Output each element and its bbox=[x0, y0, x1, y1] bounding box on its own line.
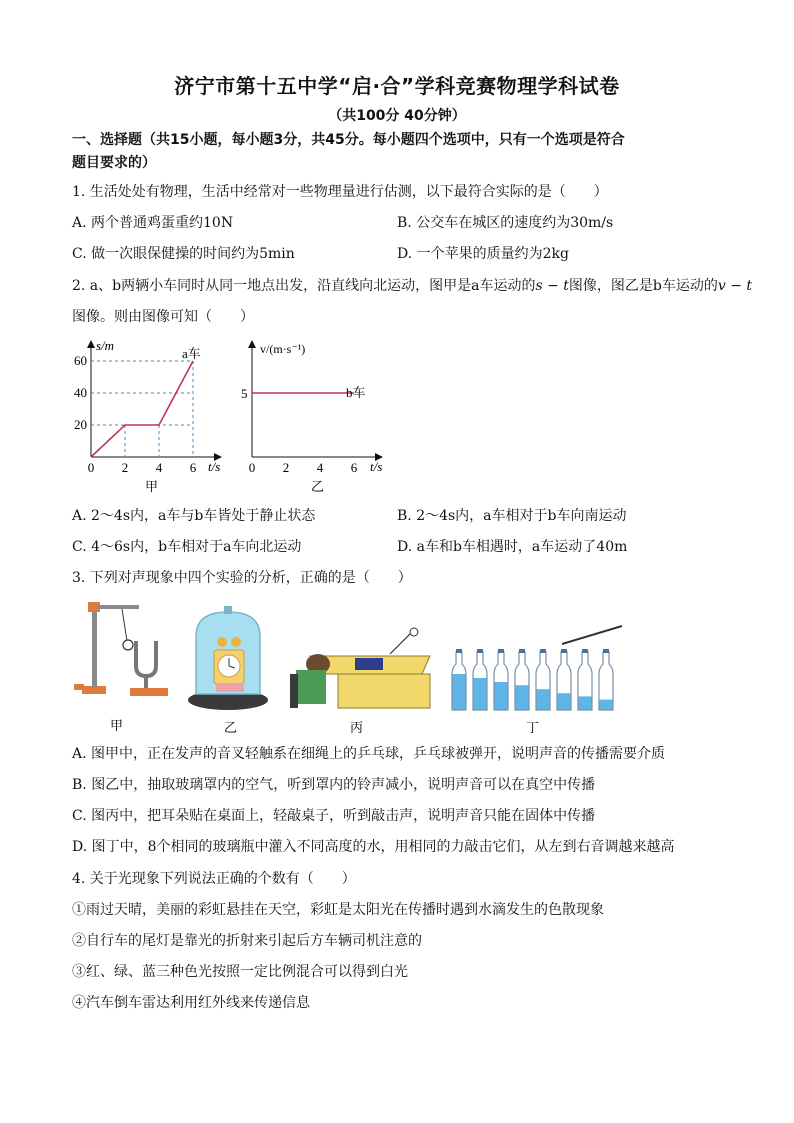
q2-option-d: D. a车和b车相遇时，a车运动了40m bbox=[397, 539, 628, 555]
water bbox=[452, 674, 466, 710]
y-axis-label: v/(m·s⁻¹) bbox=[260, 342, 306, 356]
q3-option-b: B. 图乙中，抽取玻璃罩内的空气，听到罩内的铃声减小，说明声音可以在真空中传播 bbox=[72, 777, 596, 793]
q4-statement-1: ①雨过天晴，美丽的彩虹悬挂在天空，彩虹是太阳光在传播时遇到水滴发生的色散现象 bbox=[72, 902, 604, 918]
graph-caption: 甲 bbox=[145, 479, 159, 494]
q2-option-a: A. 2～4s内，a车与b车皆处于静止状态 bbox=[72, 508, 316, 524]
book bbox=[355, 658, 383, 670]
x-tick-labels bbox=[88, 460, 197, 475]
water bbox=[515, 685, 529, 710]
q3-option-a: A. 图甲中，正在发声的音叉轻触系在细绳上的乒乓球，乒乓球被弹开，说明声音的传播需要介质 bbox=[72, 746, 666, 762]
q1-option-b: B. 公交车在城区的速度约为30m/s bbox=[397, 215, 614, 231]
bottle bbox=[536, 649, 550, 710]
figure-jia-tuning-fork bbox=[70, 596, 180, 736]
water bbox=[557, 693, 571, 710]
q2-stem-line2: 图像。则由图像可知（ ） bbox=[72, 309, 254, 325]
x-axis-label: t/s bbox=[370, 459, 383, 474]
figure-bing-desk bbox=[290, 624, 435, 736]
y-tick-label: 20 bbox=[74, 417, 87, 432]
x-tick-label: 2 bbox=[282, 460, 290, 475]
x-tick-labels bbox=[249, 460, 358, 475]
q2-option-b: B. 2～4s内，a车相对于b车向南运动 bbox=[397, 508, 627, 524]
student-body bbox=[296, 670, 326, 704]
x-tick-label: 6 bbox=[189, 460, 197, 475]
water bbox=[473, 678, 487, 710]
fork-base bbox=[130, 688, 168, 696]
x-tick-label: 4 bbox=[316, 460, 324, 475]
q3-stem: 3. 下列对声现象中四个实验的分析，正确的是（ ） bbox=[72, 570, 412, 586]
striking-rod bbox=[562, 626, 622, 644]
figure-ding-bottles bbox=[446, 622, 626, 736]
exam-subtitle: （共100分 40分钟） bbox=[328, 108, 466, 124]
section-heading-cont: 题目要求的） bbox=[72, 155, 156, 171]
x-tick-label: 6 bbox=[350, 460, 358, 475]
y-axis-label: s/m bbox=[96, 338, 115, 353]
q2-option-c: C. 4～6s内，b车相对于a车向北运动 bbox=[72, 539, 302, 555]
series-a-line bbox=[91, 361, 193, 457]
ping-pong-ball bbox=[123, 640, 133, 650]
figure-caption: 乙 bbox=[224, 720, 238, 735]
q4-statement-2: ②自行车的尾灯是靠光的折射来引起后方车辆司机注意的 bbox=[72, 933, 422, 949]
section-heading: 一、选择题（共15小题，每小题3分，共45分。每小题四个选项中，只有一个选项是符合 bbox=[72, 132, 625, 148]
bottle bbox=[452, 649, 466, 710]
figure-yi-bell-jar bbox=[186, 606, 270, 736]
q2-stem bbox=[72, 276, 752, 296]
graph-yi bbox=[236, 336, 396, 496]
q1-stem: 1. 生活处处有物理，生活中经常对一些物理量进行估测，以下最符合实际的是（ ） bbox=[72, 184, 608, 200]
water bbox=[494, 682, 508, 710]
graph-jia bbox=[70, 336, 230, 496]
q2-stem-st: s − t bbox=[535, 278, 569, 294]
q3-option-d: D. 图丁中，8个相同的玻璃瓶中灌入不同高度的水，用相同的力敲击它们，从左到右音调越来越高 bbox=[72, 839, 675, 855]
graph-caption: 乙 bbox=[311, 479, 325, 494]
q3-option-c: C. 图丙中，把耳朵贴在桌面上，轻敲桌子，听到敲击声，说明声音只能在固体中传播 bbox=[72, 808, 596, 824]
bottle bbox=[515, 649, 529, 710]
bottle bbox=[473, 649, 487, 710]
q4-statement-4: ④汽车倒车雷达利用红外线来传递信息 bbox=[72, 995, 310, 1011]
q1-option-a: A. 两个普通鸡蛋重约10N bbox=[72, 215, 234, 231]
x-tick-label: 2 bbox=[121, 460, 129, 475]
string bbox=[122, 609, 127, 641]
water bbox=[536, 689, 550, 710]
x-tick-label: 0 bbox=[87, 460, 95, 475]
bottle bbox=[494, 649, 508, 710]
series-b-label: b车 bbox=[346, 385, 366, 400]
q2-stem-part1: 2. a、b两辆小车同时从同一地点出发，沿直线向北运动，图甲是a车运动的 bbox=[72, 278, 536, 294]
x-tick-label: 4 bbox=[155, 460, 163, 475]
glass-bottles bbox=[452, 649, 613, 710]
series-a-label: a车 bbox=[182, 346, 201, 361]
water bbox=[578, 696, 592, 710]
q4-stem: 4. 关于光现象下列说法正确的个数有（ ） bbox=[72, 871, 356, 887]
figure-caption: 甲 bbox=[110, 718, 124, 733]
figure-caption: 丙 bbox=[350, 720, 364, 735]
bottle bbox=[599, 649, 613, 710]
x-axis-label: t/s bbox=[208, 459, 221, 474]
bottle bbox=[578, 649, 592, 710]
water bbox=[599, 700, 613, 710]
q2-stem-part2: 图像，图乙是b车运动的 bbox=[568, 278, 718, 294]
exam-title: 济宁市第十五中学“启·合”学科竞赛物理学科试卷 bbox=[174, 74, 620, 98]
q2-stem-vt: v − t bbox=[717, 278, 753, 294]
figure-caption: 丁 bbox=[526, 720, 540, 735]
bottle bbox=[557, 649, 571, 710]
y-tick-label: 60 bbox=[74, 353, 87, 368]
q1-option-d: D. 一个苹果的质量约为2kg bbox=[397, 246, 569, 262]
stand-pole bbox=[92, 604, 97, 688]
y-tick-label: 5 bbox=[241, 386, 248, 401]
desk-front bbox=[338, 674, 430, 708]
q4-statement-3: ③红、绿、蓝三种色光按照一定比例混合可以得到白光 bbox=[72, 964, 408, 980]
x-tick-label: 0 bbox=[248, 460, 256, 475]
y-tick-label: 40 bbox=[74, 385, 87, 400]
q1-option-c: C. 做一次眼保健操的时间约为5min bbox=[72, 246, 295, 262]
tuning-fork bbox=[136, 641, 156, 676]
y-tick-labels bbox=[74, 353, 87, 432]
